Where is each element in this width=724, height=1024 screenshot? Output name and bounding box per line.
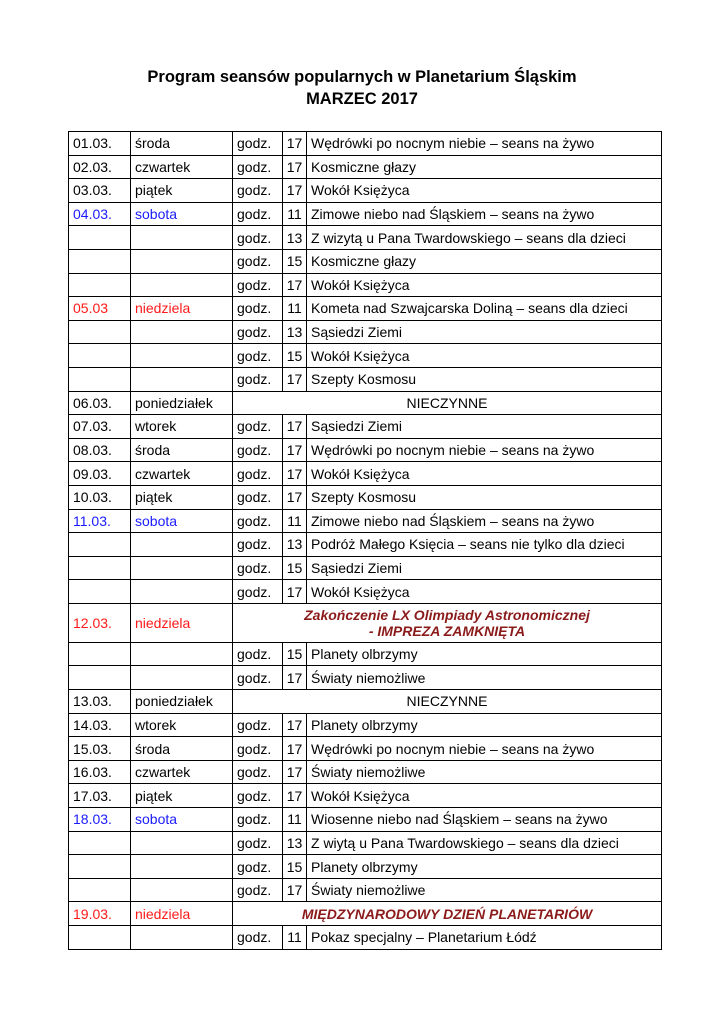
show-title: Planety olbrzymy — [307, 642, 662, 666]
show-title: Planety olbrzymy — [307, 855, 662, 879]
date-cell: 19.03. — [69, 902, 131, 926]
date-cell — [69, 273, 131, 297]
hour-cell: 17 — [283, 132, 307, 156]
schedule-body — [69, 132, 662, 950]
hour-cell: 17 — [283, 415, 307, 439]
show-title: Z wizytą u Pana Twardowskiego – seans dla dzieci — [307, 226, 662, 250]
day-cell: czwartek — [131, 462, 233, 486]
day-cell — [131, 273, 233, 297]
date-cell — [69, 556, 131, 580]
date-cell: 06.03. — [69, 391, 131, 415]
time-label: godz. — [233, 226, 283, 250]
event-line: MIĘDZYNARODOWY DZIEŃ PLANETARIÓW — [301, 905, 593, 922]
hour-cell: 17 — [283, 666, 307, 690]
schedule-row — [69, 926, 662, 950]
day-cell — [131, 320, 233, 344]
time-label: godz. — [233, 297, 283, 321]
schedule-row — [69, 462, 662, 486]
date-cell: 15.03. — [69, 737, 131, 761]
hour-cell: 17 — [283, 878, 307, 902]
time-label: godz. — [233, 202, 283, 226]
hour-cell: 17 — [283, 155, 307, 179]
hour-cell: 13 — [283, 533, 307, 557]
time-label: godz. — [233, 713, 283, 737]
hour-cell: 17 — [283, 760, 307, 784]
show-title: Sąsiedzi Ziemi — [307, 320, 662, 344]
day-cell — [131, 344, 233, 368]
show-title: Światy niemożliwe — [307, 666, 662, 690]
day-cell — [131, 878, 233, 902]
schedule-row — [69, 808, 662, 832]
hour-cell: 17 — [283, 784, 307, 808]
schedule-row — [69, 249, 662, 273]
hour-cell: 17 — [283, 485, 307, 509]
show-title: Pokaz specjalny – Planetarium Łódź — [307, 926, 662, 950]
schedule-row — [69, 902, 662, 926]
day-cell: piątek — [131, 485, 233, 509]
day-cell — [131, 926, 233, 950]
show-title: Wokół Księżyca — [307, 179, 662, 203]
title-line-1: Program seansów popularnych w Planetarium Śląskim — [147, 68, 577, 86]
show-title: Szepty Kosmosu — [307, 367, 662, 391]
date-cell — [69, 249, 131, 273]
day-cell — [131, 642, 233, 666]
time-label: godz. — [233, 415, 283, 439]
schedule-table — [68, 131, 662, 950]
show-title: Szepty Kosmosu — [307, 485, 662, 509]
schedule-row — [69, 273, 662, 297]
day-cell — [131, 831, 233, 855]
day-cell — [131, 666, 233, 690]
time-label: godz. — [233, 179, 283, 203]
date-cell — [69, 666, 131, 690]
day-cell: środa — [131, 438, 233, 462]
time-label: godz. — [233, 580, 283, 604]
show-title: Z wiytą u Pana Twardowskiego – seans dla dzieci — [307, 831, 662, 855]
schedule-row — [69, 438, 662, 462]
hour-cell: 17 — [283, 367, 307, 391]
date-cell: 16.03. — [69, 760, 131, 784]
schedule-row — [69, 580, 662, 604]
hour-cell: 17 — [283, 438, 307, 462]
schedule-row — [69, 297, 662, 321]
hour-cell: 11 — [283, 808, 307, 832]
date-cell: 02.03. — [69, 155, 131, 179]
day-cell: wtorek — [131, 713, 233, 737]
date-cell — [69, 878, 131, 902]
hour-cell: 17 — [283, 273, 307, 297]
time-label: godz. — [233, 485, 283, 509]
schedule-row — [69, 855, 662, 879]
schedule-row — [69, 603, 662, 642]
hour-cell: 11 — [283, 202, 307, 226]
date-cell — [69, 226, 131, 250]
time-label: godz. — [233, 533, 283, 557]
date-cell: 13.03. — [69, 690, 131, 714]
day-cell — [131, 580, 233, 604]
schedule-row — [69, 391, 662, 415]
event-cell — [233, 603, 662, 642]
schedule-row — [69, 179, 662, 203]
time-label: godz. — [233, 831, 283, 855]
date-cell: 11.03. — [69, 509, 131, 533]
day-cell: piątek — [131, 179, 233, 203]
date-cell: 05.03 — [69, 297, 131, 321]
show-title: Wokół Księżyca — [307, 462, 662, 486]
date-cell — [69, 926, 131, 950]
show-title: Wiosenne niebo nad Śląskiem – seans na żywo — [307, 808, 662, 832]
closed-note: NIECZYNNE — [233, 391, 662, 415]
hour-cell: 15 — [283, 249, 307, 273]
schedule-row — [69, 155, 662, 179]
hour-cell: 13 — [283, 320, 307, 344]
day-cell — [131, 855, 233, 879]
show-title: Wędrówki po nocnym niebie – seans na żywo — [307, 438, 662, 462]
show-title: Sąsiedzi Ziemi — [307, 415, 662, 439]
day-cell: sobota — [131, 509, 233, 533]
time-label: godz. — [233, 926, 283, 950]
show-title: Kometa nad Szwajcarska Doliną – seans dla dzieci — [307, 297, 662, 321]
time-label: godz. — [233, 878, 283, 902]
schedule-row — [69, 367, 662, 391]
schedule-row — [69, 415, 662, 439]
time-label: godz. — [233, 132, 283, 156]
date-cell: 14.03. — [69, 713, 131, 737]
hour-cell: 15 — [283, 642, 307, 666]
event-line: - IMPREZA ZAMKNIĘTA — [368, 622, 526, 639]
date-cell: 17.03. — [69, 784, 131, 808]
time-label: godz. — [233, 760, 283, 784]
schedule-row — [69, 509, 662, 533]
day-cell: czwartek — [131, 155, 233, 179]
time-label: godz. — [233, 808, 283, 832]
time-label: godz. — [233, 509, 283, 533]
day-cell: poniedziałek — [131, 391, 233, 415]
closed-note: NIECZYNNE — [233, 690, 662, 714]
time-label: godz. — [233, 556, 283, 580]
schedule-row — [69, 666, 662, 690]
hour-cell: 17 — [283, 737, 307, 761]
schedule-row — [69, 485, 662, 509]
show-title: Sąsiedzi Ziemi — [307, 556, 662, 580]
day-cell — [131, 249, 233, 273]
event-line: Zakończenie LX Olimpiady Astronomicznej — [304, 606, 590, 623]
day-cell: niedziela — [131, 297, 233, 321]
time-label: godz. — [233, 155, 283, 179]
show-title: Kosmiczne głazy — [307, 155, 662, 179]
day-cell: niedziela — [131, 902, 233, 926]
day-cell: sobota — [131, 808, 233, 832]
hour-cell: 17 — [283, 462, 307, 486]
day-cell: środa — [131, 737, 233, 761]
date-cell: 18.03. — [69, 808, 131, 832]
time-label: godz. — [233, 642, 283, 666]
schedule-row — [69, 556, 662, 580]
date-cell: 07.03. — [69, 415, 131, 439]
day-cell: środa — [131, 132, 233, 156]
day-cell — [131, 556, 233, 580]
schedule-row — [69, 320, 662, 344]
schedule-row — [69, 202, 662, 226]
date-cell — [69, 580, 131, 604]
day-cell: sobota — [131, 202, 233, 226]
schedule-row — [69, 760, 662, 784]
show-title: Kosmiczne głazy — [307, 249, 662, 273]
date-cell — [69, 367, 131, 391]
show-title: Wokół Księżyca — [307, 344, 662, 368]
time-label: godz. — [233, 367, 283, 391]
hour-cell: 15 — [283, 556, 307, 580]
time-label: godz. — [233, 438, 283, 462]
date-cell — [69, 855, 131, 879]
time-label: godz. — [233, 855, 283, 879]
hour-cell: 17 — [283, 179, 307, 203]
date-cell: 10.03. — [69, 485, 131, 509]
date-cell — [69, 831, 131, 855]
schedule-row — [69, 132, 662, 156]
hour-cell: 11 — [283, 926, 307, 950]
date-cell: 08.03. — [69, 438, 131, 462]
day-cell — [131, 533, 233, 557]
hour-cell: 11 — [283, 297, 307, 321]
hour-cell: 15 — [283, 344, 307, 368]
day-cell: niedziela — [131, 603, 233, 642]
day-cell — [131, 226, 233, 250]
time-label: godz. — [233, 462, 283, 486]
time-label: godz. — [233, 320, 283, 344]
show-title: Wokół Księżyca — [307, 784, 662, 808]
show-title: Podróż Małego Księcia – seans nie tylko dla dzieci — [307, 533, 662, 557]
date-cell: 12.03. — [69, 603, 131, 642]
schedule-row — [69, 642, 662, 666]
show-title: Wokół Księżyca — [307, 580, 662, 604]
show-title: Zimowe niebo nad Śląskiem – seans na żywo — [307, 509, 662, 533]
date-cell — [69, 642, 131, 666]
hour-cell: 17 — [283, 713, 307, 737]
show-title: Zimowe niebo nad Śląskiem – seans na żywo — [307, 202, 662, 226]
schedule-row — [69, 737, 662, 761]
time-label: godz. — [233, 273, 283, 297]
day-cell: poniedziałek — [131, 690, 233, 714]
event-cell — [233, 902, 662, 926]
schedule-row — [69, 344, 662, 368]
day-cell: piątek — [131, 784, 233, 808]
schedule-row — [69, 713, 662, 737]
time-label: godz. — [233, 737, 283, 761]
hour-cell: 13 — [283, 226, 307, 250]
show-title: Światy niemożliwe — [307, 878, 662, 902]
date-cell — [69, 320, 131, 344]
day-cell — [131, 367, 233, 391]
date-cell — [69, 344, 131, 368]
date-cell: 04.03. — [69, 202, 131, 226]
time-label: godz. — [233, 784, 283, 808]
schedule-row — [69, 878, 662, 902]
hour-cell: 13 — [283, 831, 307, 855]
time-label: godz. — [233, 344, 283, 368]
date-cell: 03.03. — [69, 179, 131, 203]
day-cell: czwartek — [131, 760, 233, 784]
title-line-2: MARZEC 2017 — [306, 90, 418, 108]
show-title: Wokół Księżyca — [307, 273, 662, 297]
hour-cell: 11 — [283, 509, 307, 533]
schedule-row — [69, 690, 662, 714]
schedule-row — [69, 784, 662, 808]
schedule-row — [69, 226, 662, 250]
show-title: Światy niemożliwe — [307, 760, 662, 784]
hour-cell: 17 — [283, 580, 307, 604]
date-cell — [69, 533, 131, 557]
hour-cell: 15 — [283, 855, 307, 879]
schedule-row — [69, 533, 662, 557]
schedule-row — [69, 831, 662, 855]
show-title: Wędrówki po nocnym niebie – seans na żywo — [307, 737, 662, 761]
time-label: godz. — [233, 666, 283, 690]
show-title: Wędrówki po nocnym niebie – seans na żywo — [307, 132, 662, 156]
show-title: Planety olbrzymy — [307, 713, 662, 737]
date-cell: 01.03. — [69, 132, 131, 156]
day-cell: wtorek — [131, 415, 233, 439]
page-title — [0, 66, 724, 110]
time-label: godz. — [233, 249, 283, 273]
date-cell: 09.03. — [69, 462, 131, 486]
